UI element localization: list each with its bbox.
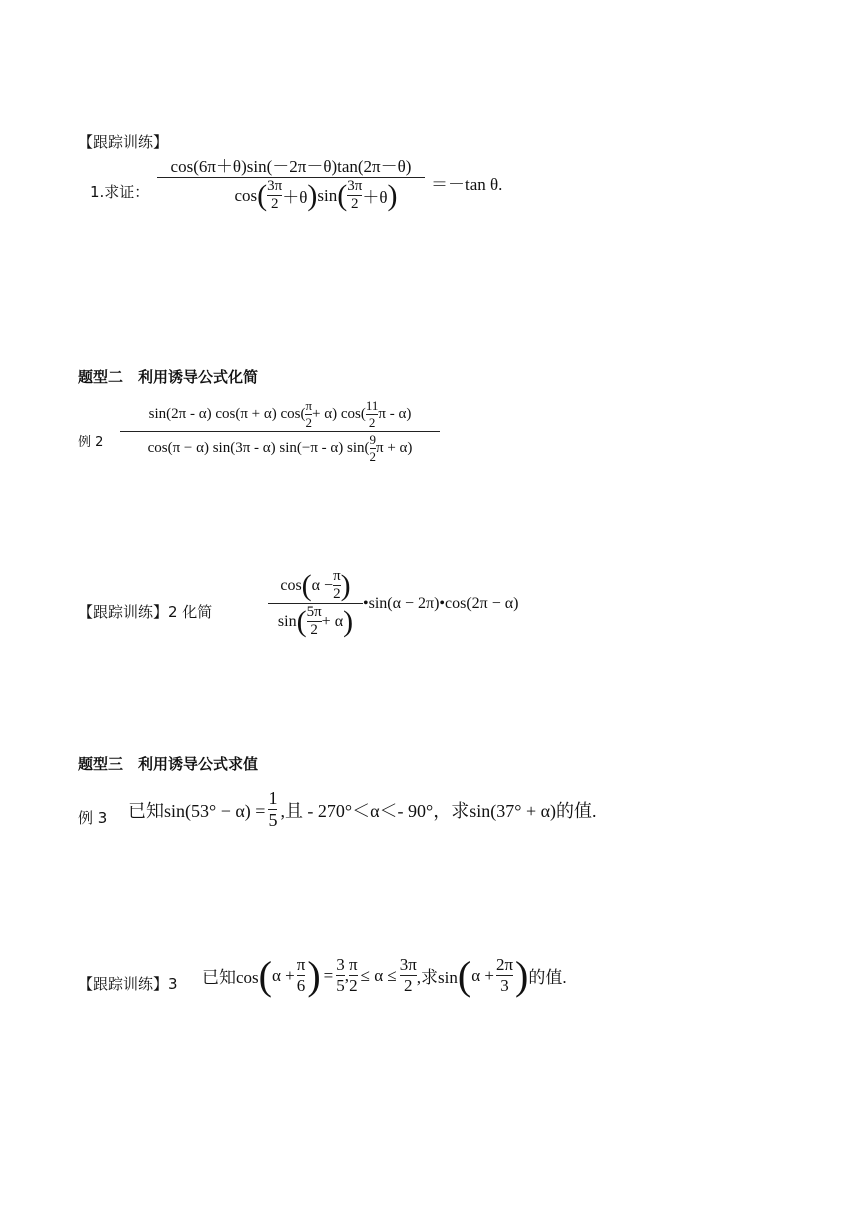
tracking-2-tail: •sin(α − 2π)•cos(2π − α) — [363, 594, 519, 612]
example-2-label: 例 2 — [78, 435, 104, 450]
example-2-denominator: cos(π − α) sin(3π - α) sin(−π - α) sin( $\frac{9}{2}$ π + α) — [147, 432, 413, 464]
section-heading-3: 题型三 利用诱导公式求值 — [78, 755, 259, 773]
tracking-training-tag-1: 【跟踪训练】 — [78, 133, 169, 151]
tracking-training-tag-3: 【跟踪训练】3 — [78, 975, 178, 993]
example-3-label: 例 3 — [78, 809, 108, 827]
problem-1-fraction — [157, 152, 425, 213]
problem-1-prefix: 1.求证： — [90, 183, 150, 201]
example-2-formula — [120, 398, 440, 465]
problem-1-formula — [157, 152, 502, 213]
tracking-2-numerator: cos ( α − $\frac{\pi}{2}$ ) — [280, 568, 351, 602]
section-heading-2: 题型二 利用诱导公式化简 — [78, 368, 259, 386]
tracking-2-denominator: sin ( $\frac{5\pi}{2}$ + α ) — [277, 604, 354, 638]
tracking-training-tag-2: 【跟踪训练】2 化简 — [78, 603, 213, 621]
tracking-2-formula — [268, 568, 518, 639]
problem-1-numerator: cos(6π＋θ)sin(－2π－θ)tan(2π－θ) — [170, 157, 412, 176]
example-2-numerator: sin(2π - α) cos(π + α) cos( $\frac{\pi}{2}$ + α) cos( $\frac{11}{2}$ π - α) — [148, 398, 412, 430]
tracking-3-formula: 已知cos ( α + $\frac{\pi}{6}$ ) = $\frac{3}{5}$ , $\frac{\pi}{2}$ ≤ α ≤ $\frac{3\pi}{2}$ ,求sin ( α + $\frac{2\pi}{3}$ ) 的值. — [202, 952, 567, 998]
example-3-formula: 已知sin(53° − α) = $\frac{1}{5}$ ,且 - 270°＜α＜- 90°，求sin(37° + α)的值. — [128, 788, 597, 830]
problem-1-denominator: cos ( $\frac{3\pi}{2}$ ＋θ ) sin ( $\frac{3\pi}{2}$ ＋θ ) — [234, 178, 398, 212]
problem-1-rhs: ＝－tan θ. — [431, 175, 503, 194]
